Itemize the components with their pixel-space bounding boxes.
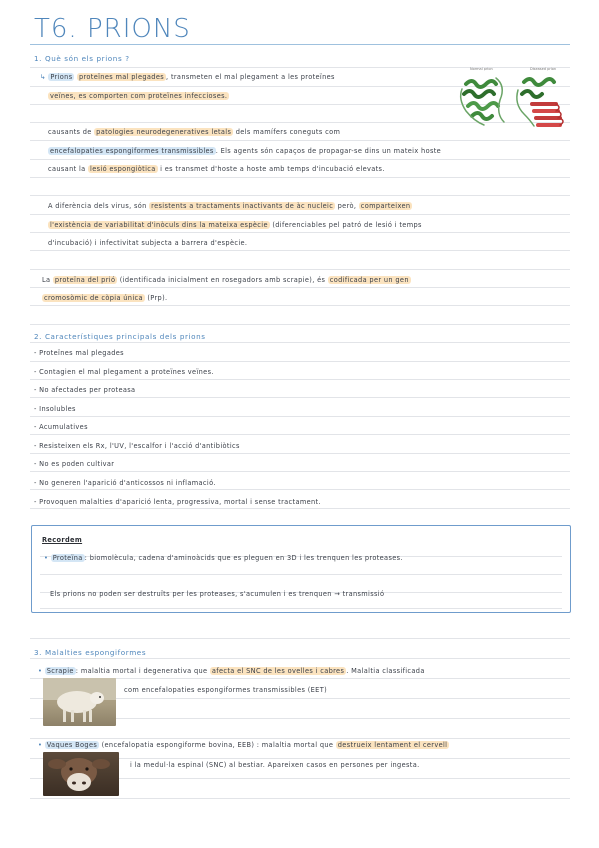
figure-label-diseased: Diseased prion [530, 67, 557, 71]
ruled-line [30, 214, 570, 215]
section-2-heading: 2. Característiques principals dels prions [34, 332, 206, 341]
ruled-line [30, 638, 570, 639]
ruled-line [30, 658, 570, 659]
term-protein: Proteïna [52, 554, 83, 562]
highlight-gene: codificada per un gen [329, 276, 409, 284]
ruled-line [30, 361, 570, 362]
ruled-line [30, 250, 570, 251]
highlight-affects-cns: afecta el SNC de les ovelles i cabres [211, 667, 345, 675]
ruled-line [30, 324, 570, 325]
page-title: T6. PRIONS [34, 14, 191, 44]
diseased-prion-model [517, 79, 563, 126]
term-prions: Prions [50, 73, 73, 81]
list-item: - Resisteixen els Rx, l'UV, l'escalfor i l'acció d'antibiòtics [34, 442, 240, 450]
subitem-arrow-icon: ↳ [40, 73, 46, 81]
highlight-single-copy: cromosòmic de còpia única [44, 294, 143, 302]
list-item: - No generen l'aparició d'anticossos ni inflamació. [34, 479, 216, 487]
ruled-line [30, 195, 570, 196]
ruled-line [30, 489, 570, 490]
ruled-line [30, 453, 570, 454]
ruled-line [30, 159, 570, 160]
ruled-line [30, 397, 570, 398]
s1-line-1: ↳ Prions proteïnes mal plegades , transmeten el mal plegament a les proteïnes [40, 73, 335, 81]
ruled-line [30, 287, 570, 288]
highlight-share: comparteixen [360, 202, 411, 210]
s1-p3-line-3: d'incubació) i infectivitat subjecta a barrera d'espècie. [48, 239, 248, 247]
list-item: - No es poden cultivar [34, 460, 115, 468]
ruled-line [30, 305, 570, 306]
reminder-box [31, 525, 571, 613]
vaques-boges-line-1: • Vaques Boges (encefalopatia espongiforme bovina, EEB) : malaltia mortal que destrueix lentament el cervell [38, 741, 448, 749]
list-item: - No afectades per proteasa [34, 386, 136, 394]
s1-p2-line-2: encefalopaties espongiformes transmissibles . Els agents són capaços de propagar-se dins un mateix hoste [50, 147, 442, 155]
ruled-line [30, 232, 570, 233]
list-item: - Contagien el mal plegament a proteïnes veïnes. [34, 368, 214, 376]
ruled-line [30, 471, 570, 472]
list-item: - Insolubles [34, 405, 76, 413]
ruled-line [40, 574, 562, 575]
reminder-label: Recordem [42, 536, 83, 544]
ruled-line [30, 508, 570, 509]
list-item: - Proteïnes mal plegades [34, 349, 124, 357]
reminder-line-2: Els prions no poden ser destruïts per les proteases, s'acumulen i es trenquen → transmissió [50, 590, 385, 598]
highlight-variability: l'existència de variabilitat d'inòculs dins la mateixa espècie [50, 221, 268, 229]
ruled-line [30, 342, 570, 343]
list-item: - Provoquen malalties d'aparició lenta, progressiva, mortal i sense tractament. [34, 498, 321, 506]
sheep-photo [43, 678, 116, 726]
s1-p4-line-1: La proteïna del prió (identificada inicialment en rosegadors amb scrapie), és codificada per un gen [42, 276, 409, 284]
ruled-line [40, 608, 562, 609]
highlight-destroys-brain: destrueix lentament el cervell [337, 741, 448, 749]
list-item: - Acumulatives [34, 423, 88, 431]
term-vaques-boges: Vaques Boges [46, 741, 98, 749]
ruled-line [30, 416, 570, 417]
highlight-prion-protein: proteïna del prió [54, 276, 116, 284]
s1-p4-line-2: cromosòmic de còpia única (Prp). [44, 294, 168, 302]
section-1-heading: 1. Què són els prions ? [34, 54, 130, 63]
scrapie-line-2: com encefalopaties espongiformes transmissibles (EET) [124, 686, 327, 694]
cow-photo [43, 752, 119, 796]
highlight-resistant: resistents a tractaments inactivants de àc nucleic [151, 202, 334, 210]
highlight-infectious: veïnes, es comporten com proteïnes infeccioses. [50, 92, 228, 100]
vaques-boges-line-2: i la medul·la espinal (SNC) al bestiar. Apareixen casos en persones per ingesta. [130, 761, 420, 769]
term-tse: encefalopaties espongiformes transmissibles [50, 147, 214, 155]
ruled-line [30, 434, 570, 435]
reminder-line-1: • Proteïna : biomolècula, cadena d'aminoàcids que es pleguen en 3D i les trenquen les proteases. [44, 554, 403, 562]
s1-p2-line-3: causant la lesió espongiòtica i es transmet d'hoste a hoste amb temps d'incubació elevats. [48, 165, 385, 173]
title-underline [30, 44, 570, 45]
s1-line-2 [48, 93, 229, 100]
highlight-misfolded: proteïnes mal plegades [78, 73, 165, 81]
figure-label-normal: Normal prion [470, 67, 493, 71]
ruled-line [30, 177, 570, 178]
ruled-line [30, 738, 570, 739]
s1-p3-line-1: A diferència dels virus, són resistents a tractaments inactivants de àc nucleic però, comparteixen [48, 202, 411, 210]
prion-structure-figure [452, 64, 570, 136]
ruled-line [30, 798, 570, 799]
scrapie-line-1: • Scrapie : malaltia mortal i degenerativa que afecta el SNC de les ovelles i cabres . Malaltia classificada [38, 667, 425, 675]
normal-prion-model [461, 78, 504, 125]
s1-p3-line-2: l'existència de variabilitat d'inòculs dins la mateixa espècie (diferenciables pel patró de lesió i temps [50, 221, 422, 229]
section-3-heading: 3. Malalties espongiformes [34, 648, 147, 657]
ruled-line [30, 269, 570, 270]
ruled-line [30, 379, 570, 380]
ruled-line [30, 140, 570, 141]
highlight-pathologies: patologies neurodegeneratives letals [96, 128, 232, 136]
highlight-lesion: lesió espongiòtica [90, 165, 156, 173]
term-scrapie: Scrapie [46, 667, 74, 675]
s1-p2-line-1: causants de patologies neurodegeneratives letals dels mamífers coneguts com [48, 128, 341, 136]
